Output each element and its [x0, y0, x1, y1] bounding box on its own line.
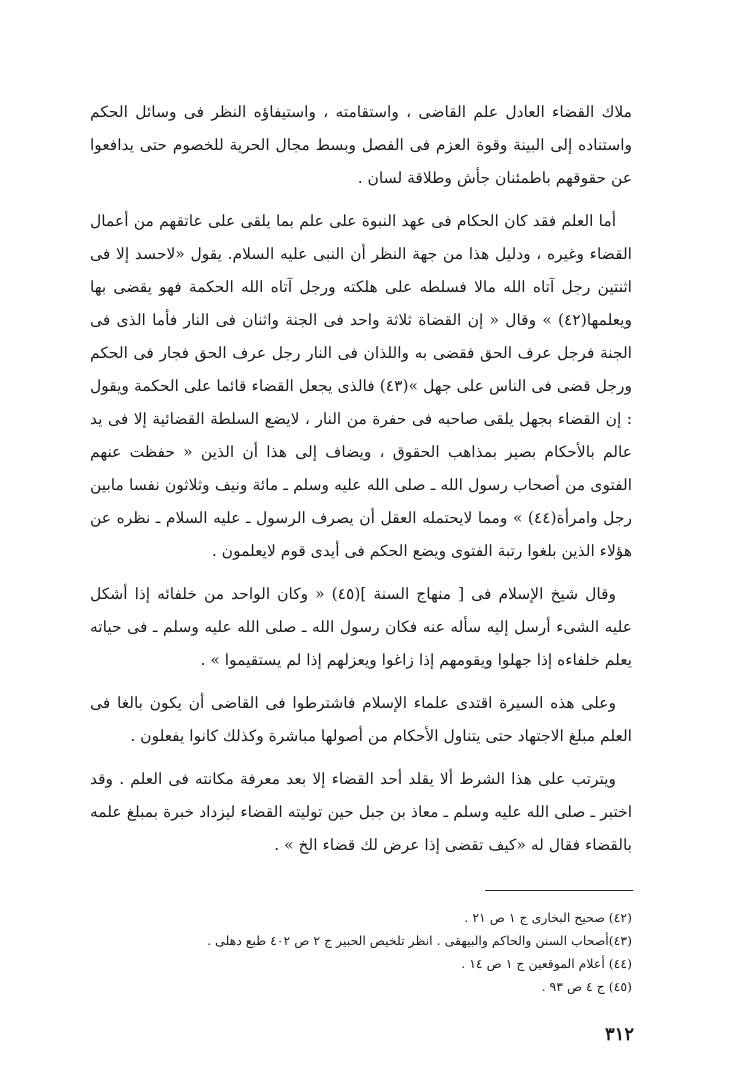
paragraph-1: ملاك القضاء العادل علم القاضى ، واستقامته ، واستيفاؤه النظر فى وسائل الحكم واستناده إلى البينة وقوة العزم فى الفصل وبسط مجال الحرية للخصوم حتى يدافعوا عن حقوقهم باطمئنان جأش وطلاقة لسان . [90, 103, 632, 187]
body-text [90, 96, 632, 872]
paragraph-4: وعلى هذه السيرة اقتدى علماء الإسلام فاشترطوا فى القاضى أن يكون بالغا فى العلم مبلغ الاجتهاد حتى يتناول الأحكام من أصولها مباشرة وكذلك كانوا يفعلون . [90, 694, 632, 745]
footnote-45: (٤٥) ج ٤ ص ٩٣ . [541, 979, 632, 994]
footnote-42: (٤٢) صحيح البخارى ج ١ ص ٢١ . [464, 910, 632, 925]
paragraph-5: ويترتب على هذا الشرط ألا يقلد أحد القضاء إلا بعد معرفة مكانته فى العلم . وقد اختبر ـ صلى الله عليه وسلم ـ معاذ بن جبل حين توليته القضاء ليزداد خبرة بمبلغ علمه بالقضاء فقال له «كيف تقضى إذا عرض لك قضاء الخ » . [90, 770, 632, 854]
page-number: ٣١٢ [604, 1024, 634, 1045]
footnote-separator [485, 890, 633, 891]
footnote-44: (٤٤) أعلام الموقعين ج ١ ص ١٤ . [461, 956, 632, 971]
footnotes [90, 906, 632, 998]
paragraph-2: أما العلم فقد كان الحكام فى عهد النبوة على علم بما يلقى على عاتقهم من أعمال القضاء وغيره ، ودليل هذا من جهة النظر أن النبى عليه السلام. يقول «لاحسد إلا فى اثنتين رجل آتاه الله مالا فسلطه على هلكته ورجل آتاه الله الحكمة فهو يقضى بها ويعلمها(٤٢) » وقال « إن القضاة ثلاثة واحد فى الجنة واثنان فى النار فأما الذى فى الجنة فرجل عرف الحق فقضى به واللذان فى النار رجل عرف الحق فجار فى الحكم ورجل قضى فى الناس على جهل »(٤٣) فالذى يجعل القضاء قائما على الحكمة ويقول : إن القضاء بجهل يلقى صاحبه فى حفرة من النار ، لايضع السلطة القضائية إلا فى يد عالم بالأحكام بصير بمذاهب الحقوق ، ويضاف إلى هذا أن الذين « حفظت عنهم الفتوى من أصحاب رسول الله ـ صلى الله عليه وسلم ـ مائة ونيف وثلاثون نفسا مابين رجل وامرأة(٤٤) » ومما لايحتمله العقل أن يصرف الرسول ـ عليه السلام ـ نظره عن هؤلاء الذين بلغوا رتبة الفتوى ويضع الحكم فى أيدى قوم لايعلمون . [90, 212, 632, 560]
paragraph-3: وقال شيخ الإسلام فى [ منهاج السنة ](٤٥) « وكان الواحد من خلفائه إذا أشكل عليه الشىء أرسل إليه سأله عنه فكان رسول الله ـ صلى الله عليه وسلم ـ فى حياته يعلم خلفاءه إذا جهلوا ويقومهم إذا زاغوا ويعزلهم إذا لم يستقيموا » . [90, 585, 632, 669]
footnote-43: (٤٣)أصحاب السنن والحاكم والبيهقى . انظر تلخيص الحبير ج ٢ ص ٤٠٢ طبع دهلى . [207, 933, 632, 948]
